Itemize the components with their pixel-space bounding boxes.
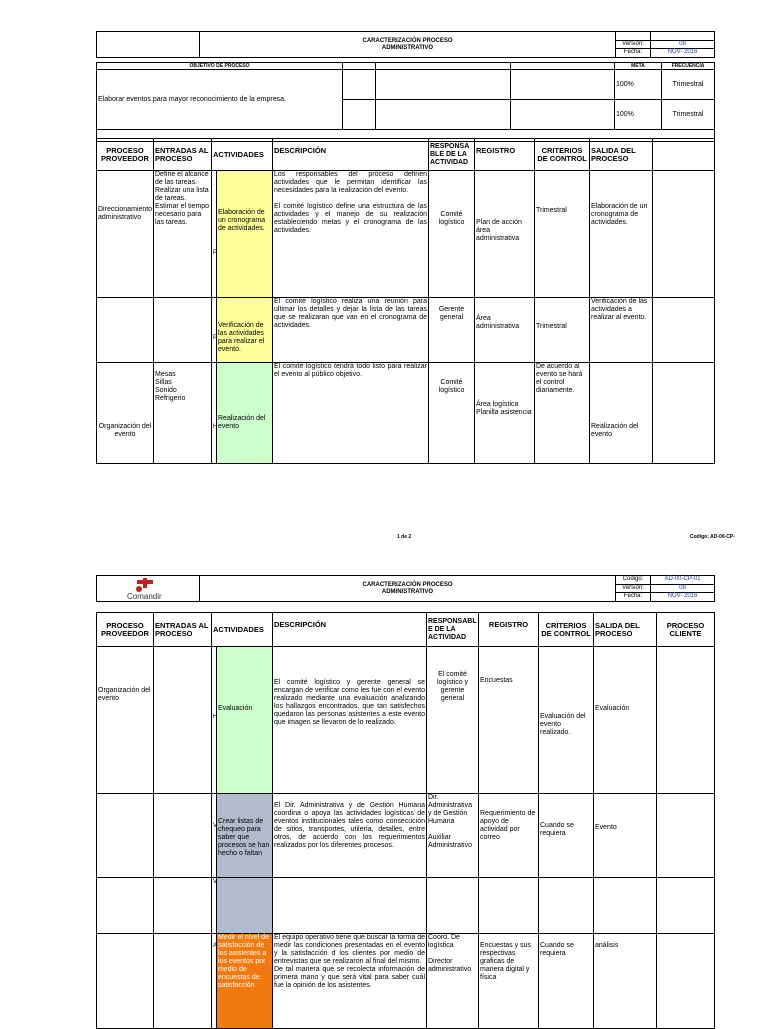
col-header-entradas: ENTRADAS AL PROCESO xyxy=(154,613,212,647)
col-header-actividades: ACTIVIDADES xyxy=(212,613,273,647)
col-header-criterios: CRITERIOS DE CONTROL xyxy=(535,139,590,171)
phase-marker: H xyxy=(212,363,217,464)
col-header-salida: SALIDA DEL PROCESO xyxy=(590,139,653,171)
frequency-value: Trimestral xyxy=(662,100,715,130)
description-cell: Los responsables del proceso definen actividades que le permitan identificar las necesidades para la realización del evento. El comité logístico define una estructura de las actividades y el manejo de su realización estableciendo metas y el cronograma de las actividades. xyxy=(273,171,429,298)
description-cell xyxy=(273,878,427,934)
col-header-entradas: ENTRADAS AL PROCESO xyxy=(154,139,212,171)
fecha-value: NOV- 2016 xyxy=(651,49,715,58)
salida-cell: Verificación de las actividades a realizar al evento. xyxy=(590,298,653,363)
criterios-cell: Cuando se requiera xyxy=(539,794,594,878)
meta-header: META xyxy=(615,63,662,70)
page-number: 1 de 2 xyxy=(397,534,412,540)
entradas-cell: Define el alcance de las tareas. Realizar una lista de tareas. Estimar el tiempo necesario para las tareas. xyxy=(154,171,212,298)
page1-header xyxy=(96,31,715,58)
fecha-value: NOV- 2016 xyxy=(651,593,715,602)
salida-cell: Evento xyxy=(594,794,657,878)
responsable-cell: Comité logístico xyxy=(429,171,475,298)
frequency-value: Trimestral xyxy=(662,70,715,100)
entradas-cell: Mesas Sillas Sonido Refrigerio xyxy=(154,363,212,464)
objective-table xyxy=(96,62,715,142)
table-row xyxy=(97,794,715,878)
meta-value: 100% xyxy=(615,100,662,130)
objective-text: Elaborar eventos para mayor reconocimiento de la empresa. xyxy=(97,70,343,130)
codigo-label: Codigo: xyxy=(616,576,651,585)
table-row xyxy=(97,298,715,363)
registro-cell xyxy=(479,878,539,934)
criterios-cell: Evaluación del evento realizado. xyxy=(539,647,594,794)
activity-cell: Medir el nivel de satisfacción de los asistentes a los eventos por medio de encuestas de satisfacción xyxy=(217,934,273,1029)
col-header-registro: REGISTRO xyxy=(479,613,539,647)
responsable-cell xyxy=(427,878,479,934)
col-header-criterios: CRITERIOS DE CONTROL xyxy=(539,613,594,647)
page1-title: CARACTERIZACIÓN PROCESO ADMINISTRATIVO xyxy=(200,32,616,58)
col-header-proveedor: PROCESO PROVEEDOR xyxy=(97,139,154,171)
proveedor-cell: Organización del evento xyxy=(97,647,154,794)
criterios-cell: Trimestral xyxy=(535,298,590,363)
page2-process-table xyxy=(96,612,715,1029)
page2-logo-cell xyxy=(97,576,200,602)
fecha-label: Fecha: xyxy=(616,593,651,602)
registro-cell: Encuestas xyxy=(479,647,539,794)
frecuencia-header: FRECUENCIA xyxy=(662,63,715,70)
responsable-cell: Comité logístico xyxy=(429,363,475,464)
table-row xyxy=(97,878,715,934)
registro-cell: Requerimiento de apoyo de actividad por correo xyxy=(479,794,539,878)
logo-text: Comandir xyxy=(127,592,162,601)
table-row xyxy=(97,363,715,464)
page1-process-table xyxy=(96,138,715,464)
version-label: Versión: xyxy=(616,585,651,593)
description-cell: El comité logístico realiza una reunión para ultimar los detalles y dejar la lista de las tareas que se realizaran que van en el cronograma de actividades. xyxy=(273,298,429,363)
table-row xyxy=(97,934,715,1029)
activity-cell xyxy=(217,878,273,934)
phase-marker: V xyxy=(212,878,217,934)
objective-header: OBJETIVO DE PROCESO xyxy=(97,63,343,70)
version-value: 08 xyxy=(651,585,715,593)
salida-cell: Elaboración de un cronograma de actividades. xyxy=(590,171,653,298)
codigo-value: AD-00-CP-01 xyxy=(651,576,715,585)
page2-title: CARACTERIZACIÓN PROCESO ADMINISTRATIVO xyxy=(200,576,616,602)
col-header-registro: REGISTRO xyxy=(475,139,535,171)
activity-cell: Verificación de las actividades para realizar el evento. xyxy=(217,298,273,363)
col-header-cliente: PROCESO CLIENTE xyxy=(657,613,715,647)
description-cell: El comité logístico y gerente general se encargan de verificar como les fue con el evento realizado mediante una evaluación analizando los hallazgos encontrados, que tan satisfechos quedaron las personas asistentes a este evento que imagen se llevaron de lo realizado. xyxy=(273,647,427,794)
activity-cell: Evaluación xyxy=(217,647,273,794)
phase-marker: H xyxy=(212,647,217,794)
activity-cell: Elaboración de un cronograma de actividades. xyxy=(217,171,273,298)
responsable-cell: Dir. Administrativa y de Gestión Humana Auxiliar Administrativo xyxy=(427,794,479,878)
criterios-cell: Cuando se requiera xyxy=(539,934,594,1029)
col-header-proveedor: PROCESO PROVEEDOR xyxy=(97,613,154,647)
phase-marker: P xyxy=(212,298,217,363)
phase-marker: P xyxy=(212,171,217,298)
registro-cell: Plan de acción área administrativa xyxy=(475,171,535,298)
salida-cell: Evaluación xyxy=(594,647,657,794)
proveedor-cell: Organización del evento xyxy=(97,363,154,464)
page2-header xyxy=(96,575,715,602)
version-value: 08 xyxy=(651,41,715,49)
registro-cell: Área administrativa xyxy=(475,298,535,363)
description-cell: El Dir. Administrativa y de Gestión Humana coordina o apoya las actividades logísticas de eventos institucionales tales como consecución de sitios, transportes, utilería, detalles, entre otros, de acuerdo con los requerimientos realizados por los diferentes procesos. xyxy=(273,794,427,878)
col-header-salida: SALIDA DEL PROCESO xyxy=(594,613,657,647)
responsable-cell: Gerente general xyxy=(429,298,475,363)
table-row xyxy=(97,171,715,298)
col-header-actividades: ACTIVIDADES xyxy=(212,139,273,171)
version-label: Versión: xyxy=(616,41,651,49)
registro-cell: Área logística Planilla asistencia xyxy=(475,363,535,464)
phase-marker: V xyxy=(212,794,217,878)
criterios-cell: Trimestral xyxy=(535,171,590,298)
table-row xyxy=(97,647,715,794)
col-header-responsable: RESPONSA BLE DE LA ACTIVIDAD xyxy=(429,139,475,171)
phase-marker: A xyxy=(212,934,217,1029)
salida-cell: análisis xyxy=(594,934,657,1029)
col-header-descripcion: DESCRIPCIÓN xyxy=(273,613,427,647)
responsable-cell: El comité logístico y gerente general xyxy=(427,647,479,794)
salida-cell xyxy=(594,878,657,934)
responsable-cell: Coord. De logística Director administrativo xyxy=(427,934,479,1029)
registro-cell: Encuestas y sus respectivas graficas de manera digital y física xyxy=(479,934,539,1029)
col-header-responsable: RESPONSABL E DE LA ACTIVIDAD xyxy=(427,613,479,647)
proveedor-cell: Direccionamiento administrativo xyxy=(97,171,154,298)
criterios-cell xyxy=(539,878,594,934)
activity-cell: Realización del evento xyxy=(217,363,273,464)
fecha-label: Fecha: xyxy=(616,49,651,58)
description-cell: El comité logístico tendrá todo listo para realizar el evento al público objetivo. xyxy=(273,363,429,464)
activity-cell: Crear listas de chequeo para saber que procesos se han hecho o faltan xyxy=(217,794,273,878)
meta-value: 100% xyxy=(615,70,662,100)
page1-logo-cell xyxy=(97,32,200,58)
salida-cell: Realización del evento xyxy=(590,363,653,464)
criterios-cell: De acuerdo al evento se hará el control diariamente. xyxy=(535,363,590,464)
col-header-descripcion: DESCRIPCIÓN xyxy=(273,139,429,171)
document-code: Codigo: AD-00-CP- xyxy=(690,534,735,540)
description-cell: El equipo operativo tiene que buscar la forma de medir las condiciones presentadas en el evento y la satisfacción d los clientes por medio de entrevistas que se realizaron al final del mismo. De tal manera que se recolecta información de primera mano y que será vital para saber cuál fue la opinión de los asistentes. xyxy=(273,934,427,1029)
